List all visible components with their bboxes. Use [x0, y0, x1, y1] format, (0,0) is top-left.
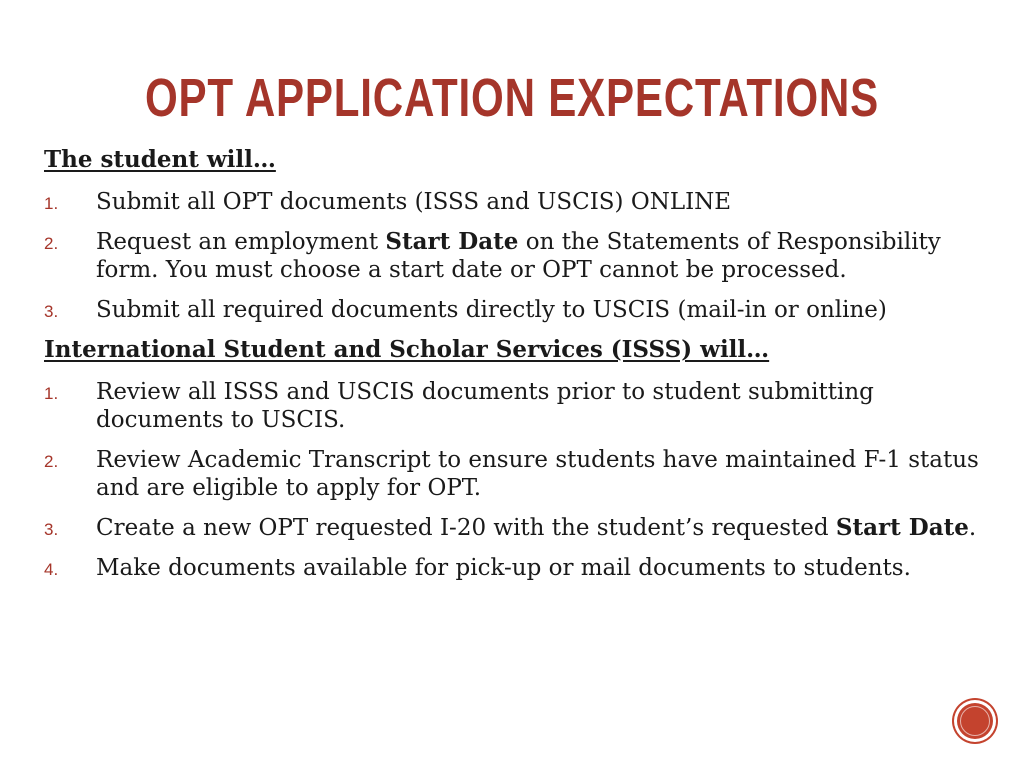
list-item-text [96, 189, 731, 215]
list-item [44, 446, 984, 502]
list-item-number: 2. [44, 452, 59, 471]
slide-content [44, 146, 984, 594]
list-item [44, 296, 984, 324]
list-item-text [96, 447, 979, 501]
isss-heading: International Student and Scholar Services (ISSS) will… [44, 336, 770, 363]
list-item-number: 1. [44, 194, 59, 213]
text-run: . [968, 515, 977, 541]
list-item-number: 3. [44, 520, 59, 539]
list-item [44, 188, 984, 216]
text-run: Create a new OPT requested I-20 with the student’s requested [96, 515, 836, 541]
list-item-text [96, 297, 887, 323]
student-heading: The student will… [44, 146, 276, 173]
student-list [44, 188, 984, 324]
list-item-number: 3. [44, 302, 59, 321]
list-item [44, 514, 984, 542]
emphasis-text: Start Date [385, 228, 519, 255]
text-run: Submit all OPT documents (ISSS and USCIS) ONLINE [96, 189, 732, 215]
list-item-text [96, 515, 976, 541]
text-run: Submit all required documents directly to USCIS (mail-in or online) [96, 297, 887, 323]
text-run: Review all ISSS and USCIS documents prior to student submitting documents to USCIS. [96, 379, 874, 433]
slide-title: OPT APPLICATION EXPECTATIONS [144, 68, 880, 128]
text-run: Make documents available for pick-up or mail documents to students. [96, 555, 911, 581]
isss-list [44, 378, 984, 582]
list-item [44, 228, 984, 284]
list-item-text [96, 229, 941, 283]
list-item [44, 378, 984, 434]
text-run: Review Academic Transcript to ensure students have maintained F-1 status and are eligible to apply for OPT. [96, 447, 979, 501]
text-run: on the Statements of Responsibility form. You must choose a start date or OPT cannot be processed. [96, 229, 941, 283]
list-item-number: 4. [44, 560, 59, 579]
list-item [44, 554, 984, 582]
list-item-number: 1. [44, 384, 59, 403]
text-run: Request an employment [96, 229, 386, 255]
list-item-number: 2. [44, 234, 59, 253]
list-item-text [96, 379, 874, 433]
slide-nav-button[interactable] [954, 700, 996, 742]
emphasis-text: Start Date [835, 514, 969, 541]
list-item-text [96, 555, 911, 581]
